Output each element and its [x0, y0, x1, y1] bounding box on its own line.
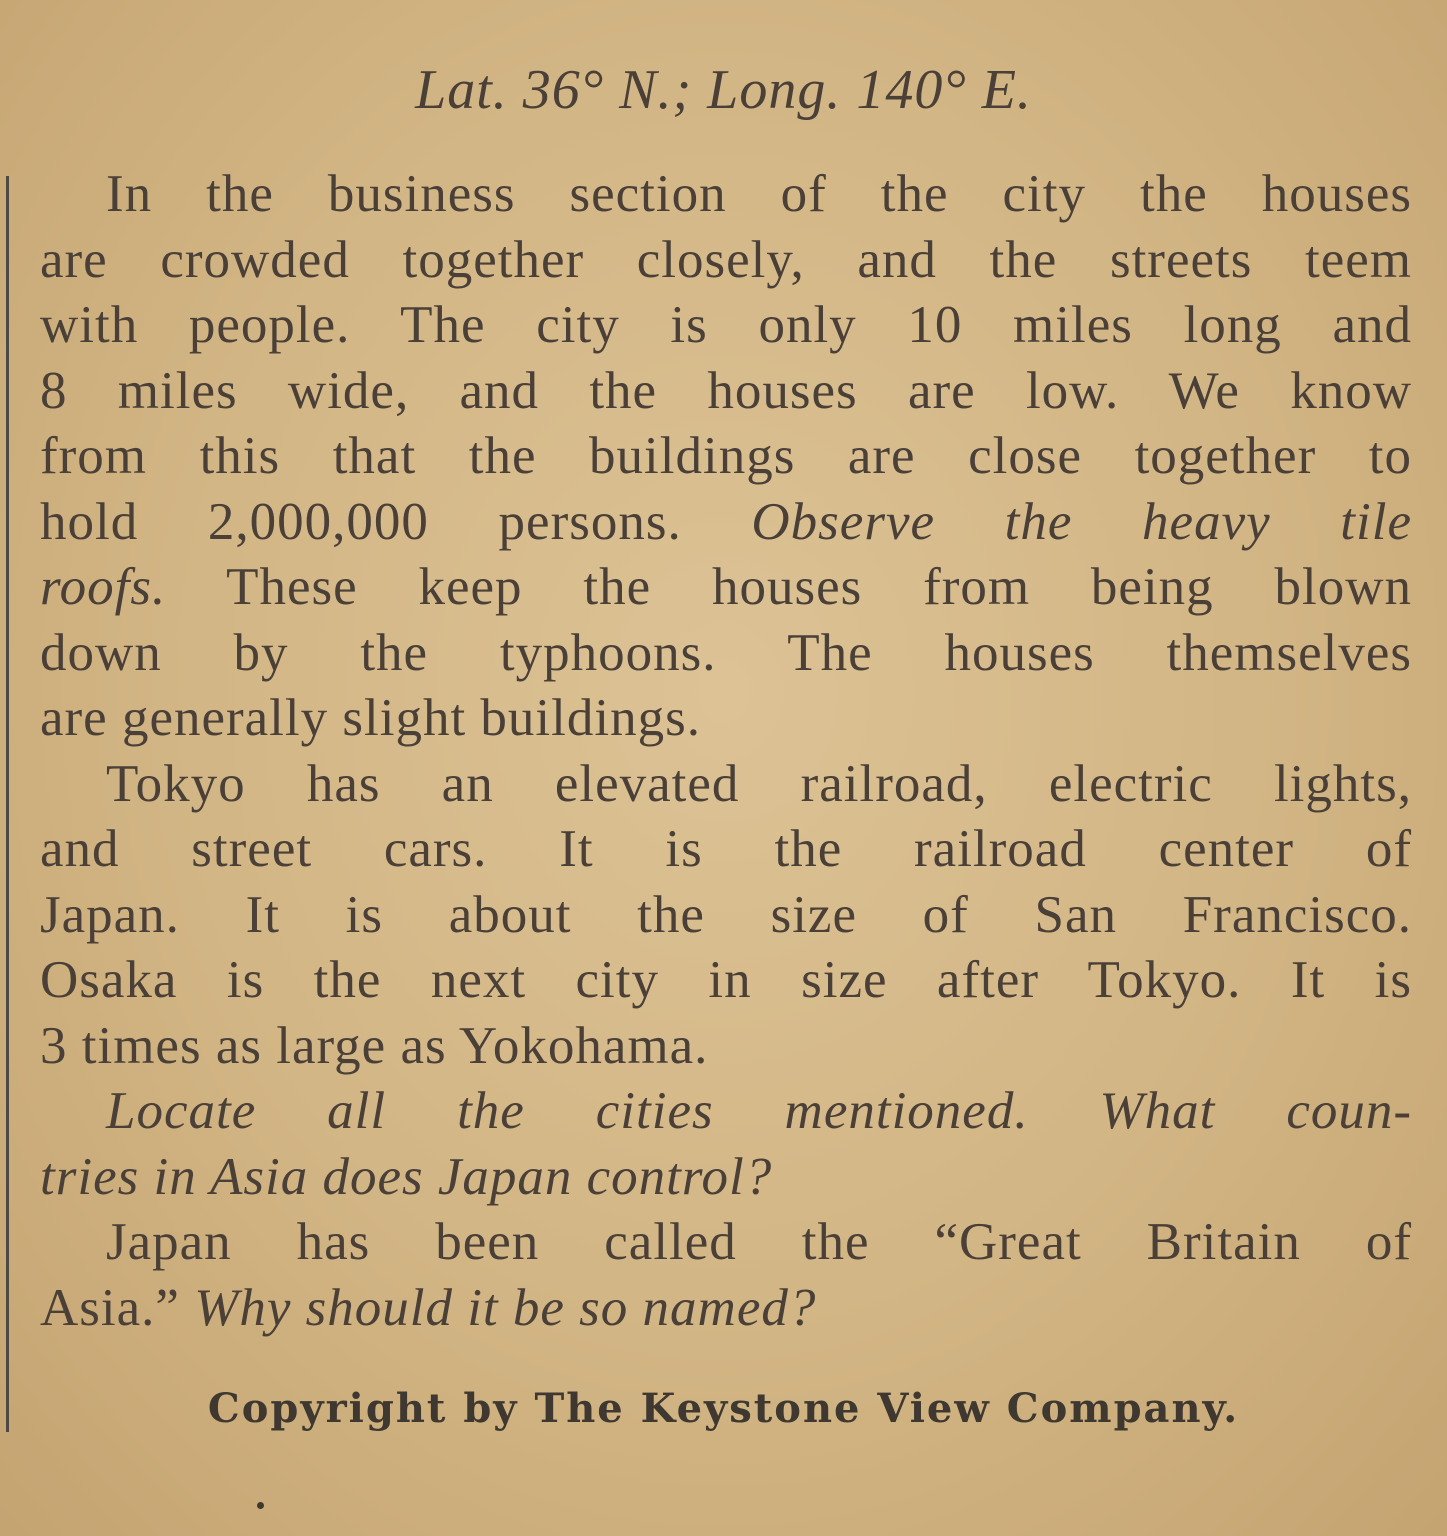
text-line: Japan has been called the “Great Britain of	[106, 1213, 1412, 1271]
text-line: Japan. It is about the size of San Francisco.	[40, 885, 1412, 944]
text-italic: Observe the heavy tile	[751, 492, 1412, 551]
text-line: are generally slight buildings.	[40, 689, 701, 747]
text-line: from this that the buildings are close together to	[40, 427, 1412, 485]
left-margin-rule	[6, 176, 9, 1432]
paragraph-great-britain	[40, 1210, 1412, 1341]
description-text	[40, 162, 1412, 1341]
text-line: Osaka is the next city in size after Tokyo. It is	[40, 951, 1412, 1009]
text-line: and street cars. It is the railroad center of	[40, 820, 1412, 878]
text-plain: These keep the houses from being blown	[166, 558, 1412, 616]
text-line: down by the typhoons. The houses themselves	[40, 623, 1412, 682]
text-italic: Why should it be so named?	[194, 1278, 817, 1337]
text-line: In the business section of the city the houses	[106, 165, 1412, 223]
text-plain: hold 2,000,000 persons.	[40, 492, 752, 551]
text-line-mixed	[40, 1276, 1412, 1342]
text-line: 3 times as large as Yokohama.	[40, 1016, 709, 1075]
text-plain: Asia.”	[40, 1278, 195, 1337]
paragraph-question-locate	[40, 1079, 1412, 1210]
text-italic: roofs.	[40, 558, 167, 616]
text-line: 8 miles wide, and the houses are low. We know	[40, 361, 1412, 420]
coordinates-heading: Lat. 36° N.; Long. 140° E.	[415, 59, 1032, 121]
text-line: are crowded together closely, and the streets teem	[40, 230, 1412, 289]
text-line-mixed	[40, 555, 1412, 621]
paragraph-business-section	[40, 162, 1412, 752]
text-line: tries in Asia does Japan control?	[40, 1147, 773, 1206]
copyright-line: Copyright by The Keystone View Company.	[207, 1385, 1240, 1432]
text-line-mixed	[40, 490, 1412, 556]
text-line: Locate all the cities mentioned. What coun-	[106, 1082, 1412, 1140]
text-line: Tokyo has an elevated railroad, electric lights,	[106, 754, 1412, 813]
paragraph-tokyo-facts	[40, 752, 1412, 1080]
text-line: with people. The city is only 10 miles long and	[40, 296, 1412, 354]
ink-speck	[257, 1502, 264, 1509]
